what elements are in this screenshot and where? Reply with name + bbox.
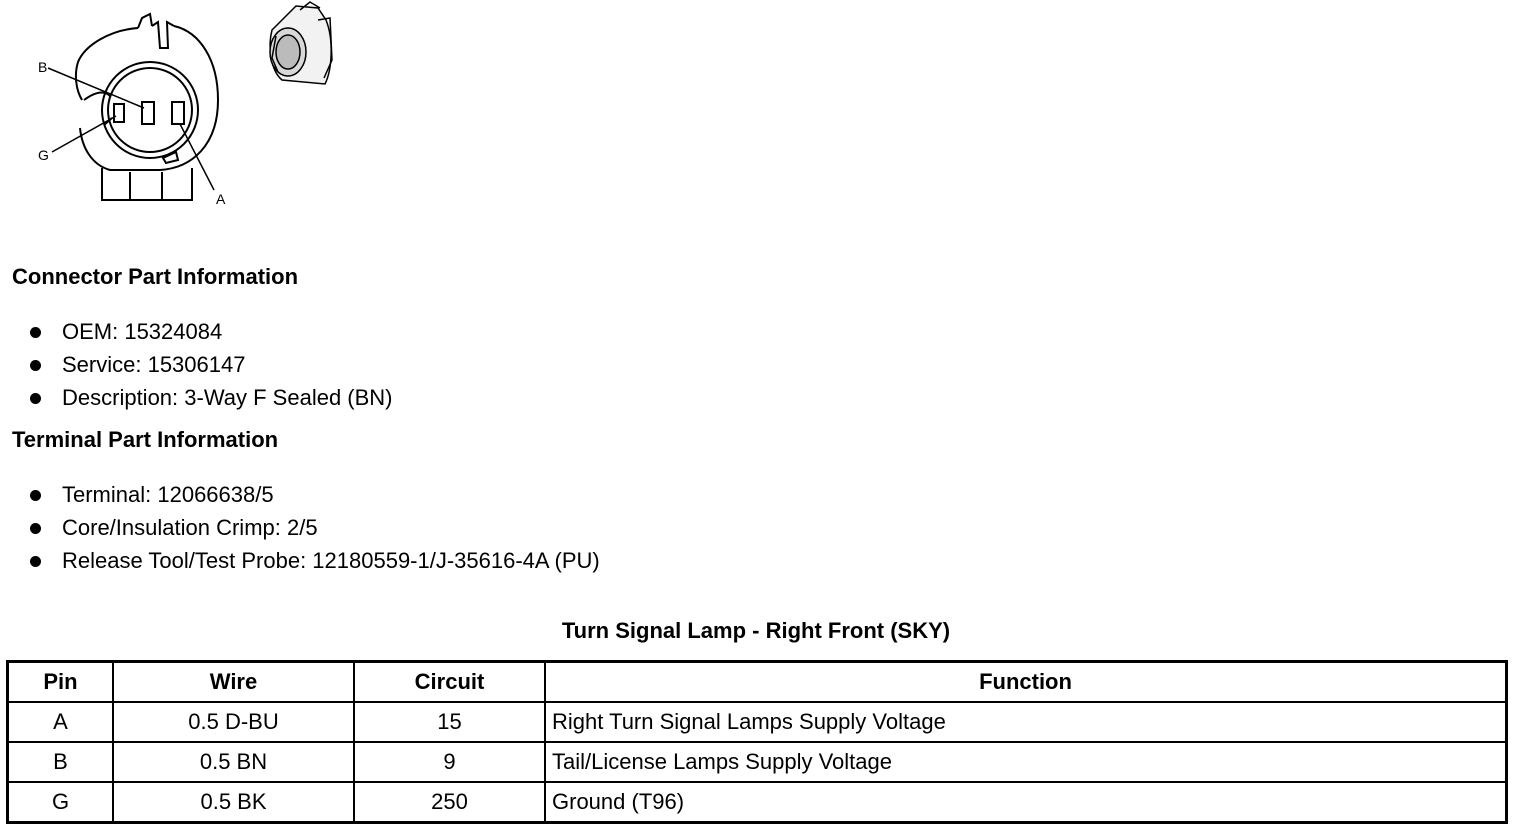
bullet-icon — [30, 556, 41, 567]
header-function: Function — [545, 662, 1507, 703]
list-item — [28, 351, 393, 384]
list-item-text: Release Tool/Test Probe: 12180559-1/J-35616-4A (PU) — [62, 548, 600, 573]
pin-label-g: G — [38, 147, 49, 163]
bullet-icon — [30, 327, 41, 338]
bullet-icon — [30, 393, 41, 404]
cell-wire: 0.5 BN — [113, 742, 354, 782]
table-row — [8, 742, 1507, 782]
cell-circuit: 250 — [354, 782, 545, 823]
cell-pin: G — [8, 782, 114, 823]
list-item-text: OEM: 15324084 — [62, 319, 223, 344]
header-pin: Pin — [8, 662, 114, 703]
list-item-text: Service: 15306147 — [62, 352, 246, 377]
list-item — [28, 318, 393, 351]
list-item — [28, 514, 600, 547]
cell-function: Tail/License Lamps Supply Voltage — [545, 742, 1507, 782]
cell-function: Ground (T96) — [545, 782, 1507, 823]
list-item-text: Description: 3-Way F Sealed (BN) — [62, 385, 393, 410]
terminal-part-info-heading: Terminal Part Information — [12, 427, 279, 452]
connector-diagram — [0, 0, 360, 225]
list-item — [28, 547, 600, 580]
pin-label-a: A — [216, 191, 226, 207]
connector-thumbnail-icon — [270, 2, 332, 84]
cell-circuit: 9 — [354, 742, 545, 782]
list-item-text: Terminal: 12066638/5 — [62, 482, 274, 507]
header-wire: Wire — [113, 662, 354, 703]
cell-wire: 0.5 BK — [113, 782, 354, 823]
list-item — [28, 384, 393, 417]
header-circuit: Circuit — [354, 662, 545, 703]
cell-wire: 0.5 D-BU — [113, 702, 354, 742]
cell-pin: B — [8, 742, 114, 782]
cell-pin: A — [8, 702, 114, 742]
pin-label-b: B — [38, 59, 48, 75]
connector-part-info-heading: Connector Part Information — [12, 264, 299, 289]
table-row — [8, 782, 1507, 823]
list-item-text: Core/Insulation Crimp: 2/5 — [62, 515, 318, 540]
bullet-icon — [30, 360, 41, 371]
connector-part-info-list — [28, 318, 393, 417]
pin-table-title: Turn Signal Lamp - Right Front (SKY) — [561, 618, 951, 643]
terminal-part-info-list — [28, 481, 600, 580]
list-item — [28, 481, 600, 514]
table-header-row — [8, 662, 1507, 703]
table-row — [8, 702, 1507, 742]
cell-circuit: 15 — [354, 702, 545, 742]
cell-function: Right Turn Signal Lamps Supply Voltage — [545, 702, 1507, 742]
bullet-icon — [30, 523, 41, 534]
pin-table — [6, 660, 1508, 824]
bullet-icon — [30, 490, 41, 501]
